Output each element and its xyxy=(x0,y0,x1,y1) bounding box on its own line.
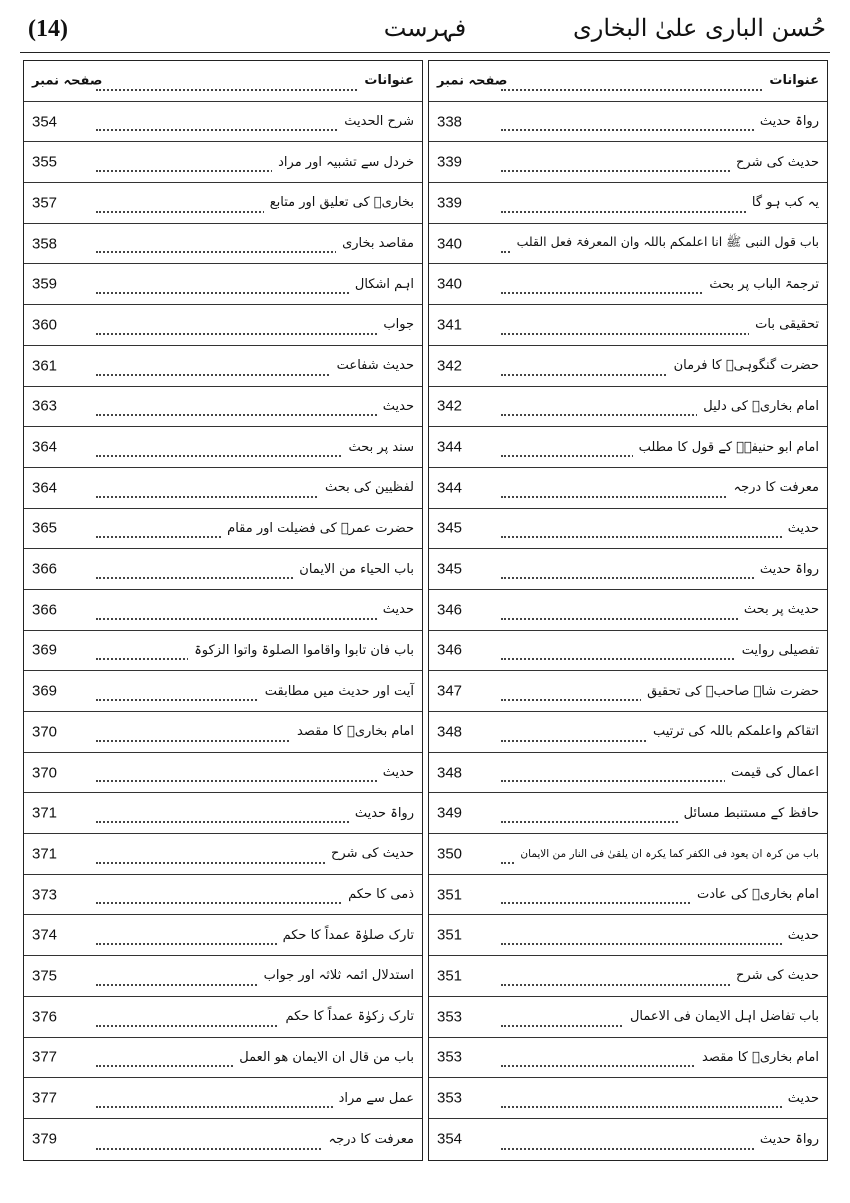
toc-entry[interactable] xyxy=(429,1078,827,1119)
toc-entry-page: 344 xyxy=(437,479,466,496)
toc-entry-page: 347 xyxy=(437,683,466,700)
toc-entry[interactable] xyxy=(24,590,422,631)
toc-entry-page: 353 xyxy=(437,1090,466,1107)
toc-entry-page: 349 xyxy=(437,805,466,822)
toc-entry-page: 370 xyxy=(32,723,61,740)
leader-dots xyxy=(96,333,412,335)
toc-entry-page: 364 xyxy=(32,439,61,456)
toc-header-row xyxy=(24,61,422,102)
toc-entry-title: امام بخاریؒ کی دلیل xyxy=(703,398,819,414)
toc-entry-page: 338 xyxy=(437,113,466,130)
toc-entry-title: جواب xyxy=(383,317,414,333)
toc-entry-title: رواۃ حدیث xyxy=(759,1131,819,1147)
toc-entry[interactable] xyxy=(429,712,827,753)
toc-entry[interactable] xyxy=(429,1038,827,1079)
toc-entry[interactable] xyxy=(429,834,827,875)
toc-entry-title: لفظیین کی بحث xyxy=(324,480,414,496)
toc-entry-page: 359 xyxy=(32,276,61,293)
toc-entry-title: معرفت کا درجہ xyxy=(733,480,819,496)
toc-entry-title: امام ابو حنیفہؒ کے قول کا مطلب xyxy=(638,439,819,455)
toc-left-column xyxy=(23,60,423,1161)
toc-entry-title: ترجمۃ الباب پر بحث xyxy=(709,276,819,292)
toc-entry-page: 379 xyxy=(32,1131,61,1148)
toc-entry[interactable] xyxy=(429,183,827,224)
toc-entry-page: 344 xyxy=(437,439,466,456)
toc-entry[interactable] xyxy=(24,753,422,794)
leader-dots xyxy=(96,414,412,416)
toc-entry[interactable] xyxy=(429,753,827,794)
toc-entry-page: 346 xyxy=(437,601,466,618)
toc-entry-page: 376 xyxy=(32,1008,61,1025)
toc-entry-title: حافظ کے مستنبط مسائل xyxy=(683,805,819,821)
page-number-header: صفحہ نمبر xyxy=(32,73,106,88)
toc-entry-title: باب من کرہ ان یعود فی الکفر کما یکرہ ان یلقیٰ فی النار من الایمان xyxy=(520,847,819,860)
toc-entry-page: 377 xyxy=(32,1090,61,1107)
toc-entry-title: رواۃ حدیث xyxy=(759,561,819,577)
toc-entry-title: باب من قال ان الایمان ھو العمل xyxy=(239,1049,414,1065)
toc-entry-title: تارک صلوٰۃ عمداً کا حکم xyxy=(282,927,414,943)
toc-entry-title: حدیث پر بحث xyxy=(743,602,819,618)
toc-entry-page: 345 xyxy=(437,520,466,537)
toc-header-row xyxy=(429,61,827,102)
toc-entry[interactable] xyxy=(429,915,827,956)
toc-entry-page: 339 xyxy=(437,154,466,171)
toc-entry[interactable] xyxy=(24,183,422,224)
toc-entry-title: باب تفاضل اہل الایمان فی الاعمال xyxy=(629,1009,819,1025)
toc-entry[interactable] xyxy=(429,1119,827,1160)
toc-entry-page: 353 xyxy=(437,1049,466,1066)
toc-entry-page: 370 xyxy=(32,764,61,781)
toc-entry-page: 374 xyxy=(32,927,61,944)
toc-entry-page: 365 xyxy=(32,520,61,537)
toc-entry[interactable] xyxy=(24,956,422,997)
toc-entry-page: 342 xyxy=(437,398,466,415)
toc-entry-title: سند پر بحث xyxy=(348,439,414,455)
topics-header: عنوانات xyxy=(769,73,819,89)
toc-entry-page: 346 xyxy=(437,642,466,659)
toc-entry-page: 348 xyxy=(437,764,466,781)
toc-entry-page: 345 xyxy=(437,561,466,578)
toc-entry-title: معرفت کا درجہ xyxy=(328,1131,414,1147)
toc-entry-page: 350 xyxy=(437,845,466,862)
toc-entry-title: رواۃ حدیث xyxy=(354,805,414,821)
book-title: حُسن الباری علیٰ البخاری xyxy=(573,14,826,42)
toc-entry-page: 339 xyxy=(437,194,466,211)
toc-entry[interactable] xyxy=(429,590,827,631)
toc-entry[interactable] xyxy=(24,793,422,834)
page-number: (14) xyxy=(28,16,68,42)
toc-entry[interactable] xyxy=(24,549,422,590)
toc-entry[interactable] xyxy=(429,875,827,916)
toc-entry-title: حدیث شفاعت xyxy=(336,358,414,374)
toc-entry-page: 369 xyxy=(32,642,61,659)
toc-entry[interactable] xyxy=(24,346,422,387)
toc-entry-title: باب فان تابوا واقاموا الصلوۃ واتوا الزکوۃ xyxy=(194,642,414,658)
toc-entry-title: حدیث xyxy=(787,520,819,536)
toc-entry-title: حدیث xyxy=(382,602,414,618)
toc-entry[interactable] xyxy=(429,631,827,672)
toc-entry-page: 341 xyxy=(437,316,466,333)
toc-entry[interactable] xyxy=(429,468,827,509)
toc-entry-page: 366 xyxy=(32,561,61,578)
toc-entry[interactable] xyxy=(429,509,827,550)
toc-right-column xyxy=(428,60,828,1161)
toc-entry[interactable] xyxy=(429,305,827,346)
toc-entry[interactable] xyxy=(429,264,827,305)
toc-entry-page: 353 xyxy=(437,1008,466,1025)
toc-entry-title: رواۃ حدیث xyxy=(759,114,819,130)
toc-entry-page: 360 xyxy=(32,316,61,333)
toc-entry[interactable] xyxy=(24,102,422,143)
toc-entry[interactable] xyxy=(24,631,422,672)
toc-entry-title: حدیث کی شرح xyxy=(331,846,414,862)
toc-entry-title: تحقیقی بات xyxy=(755,317,819,333)
toc-entry[interactable] xyxy=(24,468,422,509)
toc-entry[interactable] xyxy=(24,224,422,265)
toc-entry[interactable] xyxy=(24,875,422,916)
toc-entry-page: 357 xyxy=(32,194,61,211)
leader-dots xyxy=(96,618,412,620)
toc-entry-title: حدیث کی شرح xyxy=(736,968,819,984)
page-header xyxy=(20,8,830,53)
toc-entry[interactable] xyxy=(24,834,422,875)
toc-entry-page: 377 xyxy=(32,1049,61,1066)
toc-entry[interactable] xyxy=(429,549,827,590)
toc-entry-page: 348 xyxy=(437,723,466,740)
toc-entry[interactable] xyxy=(429,793,827,834)
leader-dots xyxy=(96,780,412,782)
toc-entry[interactable] xyxy=(24,1038,422,1079)
toc-entry-title: باب الحیاء من الایمان xyxy=(299,561,414,577)
toc-entry[interactable] xyxy=(429,224,827,265)
toc-entry-page: 351 xyxy=(437,927,466,944)
toc-entry-title: اتقاکم واعلمکم باللہ کی ترتیب xyxy=(652,724,819,740)
leader-dots xyxy=(501,943,817,945)
toc-entry[interactable] xyxy=(24,1078,422,1119)
toc-entry-title: امام بخاریؒ کی عادت xyxy=(697,887,819,903)
toc-entry-page: 364 xyxy=(32,479,61,496)
toc-entry-page: 371 xyxy=(32,845,61,862)
toc-entry-page: 340 xyxy=(437,276,466,293)
toc-entry-title: باب قول النبی ﷺ انا اعلمکم باللہ وان المعرفۃ فعل القلب xyxy=(516,234,819,250)
leader-dots xyxy=(501,1106,817,1108)
toc-entry-title: ذمی کا حکم xyxy=(348,887,414,903)
toc-entry-title: تارک زکوٰۃ عمداً کا حکم xyxy=(285,1009,414,1025)
toc-entry-title: یہ کب ہو گا xyxy=(751,195,819,211)
toc-entry-title: اعمال کی قیمت xyxy=(731,765,819,781)
toc-entry[interactable] xyxy=(429,346,827,387)
toc-entry-page: 371 xyxy=(32,805,61,822)
toc-entry-page: 361 xyxy=(32,357,61,374)
toc-entry-title: حدیث xyxy=(382,765,414,781)
toc-entry[interactable] xyxy=(429,102,827,143)
toc-entry[interactable] xyxy=(24,509,422,550)
toc-entry-title: حدیث xyxy=(787,1090,819,1106)
toc-entry-title: آیت اور حدیث میں مطابقت xyxy=(264,683,414,699)
section-title: فہرست xyxy=(383,14,467,42)
toc-entry-page: 351 xyxy=(437,967,466,984)
leader-dots xyxy=(501,536,817,538)
toc-entry-title: خردل سے تشبیہ اور مراد xyxy=(278,154,414,170)
toc-entry-title: استدلال ائمہ ثلاثہ اور جواب xyxy=(263,968,414,984)
toc-entry[interactable] xyxy=(24,712,422,753)
toc-entry-title: حضرت عمرؓ کی فضیلت اور مقام xyxy=(227,520,414,536)
toc-entry-page: 342 xyxy=(437,357,466,374)
topics-header: عنوانات xyxy=(364,73,414,89)
toc-entry[interactable] xyxy=(24,387,422,428)
toc-entry-page: 363 xyxy=(32,398,61,415)
toc-entry-title: تفصیلی روایت xyxy=(741,642,819,658)
toc-entry-title: حضرت شاہ صاحبؒ کی تحقیق xyxy=(647,683,819,699)
toc-entry-title: عمل سے مراد xyxy=(338,1090,414,1106)
page-number-header: صفحہ نمبر xyxy=(437,73,511,88)
toc-entry-title: حدیث xyxy=(382,398,414,414)
toc-entry[interactable] xyxy=(24,997,422,1038)
toc-entry[interactable] xyxy=(429,956,827,997)
toc-entry[interactable] xyxy=(429,142,827,183)
toc-entry-title: حدیث xyxy=(787,927,819,943)
toc-entry[interactable] xyxy=(429,427,827,468)
toc-entry[interactable] xyxy=(24,1119,422,1160)
toc-entry[interactable] xyxy=(24,142,422,183)
toc-entry[interactable] xyxy=(24,264,422,305)
toc-entry-title: اہم اشکال xyxy=(354,276,414,292)
toc-entry-page: 355 xyxy=(32,154,61,171)
toc-entry[interactable] xyxy=(429,671,827,712)
toc-entry-page: 340 xyxy=(437,235,466,252)
toc-entry-title: شرح الحدیث xyxy=(344,114,414,130)
toc-entry-title: امام بخاریؒ کا مقصد xyxy=(297,724,414,740)
toc-entry-page: 373 xyxy=(32,886,61,903)
toc-entry-page: 369 xyxy=(32,683,61,700)
toc-entry-page: 366 xyxy=(32,601,61,618)
toc-entry-page: 375 xyxy=(32,967,61,984)
toc-entry[interactable] xyxy=(24,305,422,346)
toc-entry[interactable] xyxy=(429,997,827,1038)
toc-entry-page: 354 xyxy=(437,1131,466,1148)
toc-entry-page: 354 xyxy=(32,113,61,130)
toc-entry-title: مقاصد بخاری xyxy=(342,236,414,252)
toc-entry-title: حضرت گنگوہیؒ کا فرمان xyxy=(673,358,819,374)
toc-entry[interactable] xyxy=(24,427,422,468)
toc-entry-page: 358 xyxy=(32,235,61,252)
toc-entry[interactable] xyxy=(429,387,827,428)
toc-entry[interactable] xyxy=(24,915,422,956)
toc-entry-title: حدیث کی شرح xyxy=(736,154,819,170)
toc-entry[interactable] xyxy=(24,671,422,712)
toc-entry-title: امام بخاریؒ کا مقصد xyxy=(702,1049,819,1065)
toc-entry-title: بخاریؒ کی تعلیق اور متابع xyxy=(269,195,414,211)
toc-entry-page: 351 xyxy=(437,886,466,903)
